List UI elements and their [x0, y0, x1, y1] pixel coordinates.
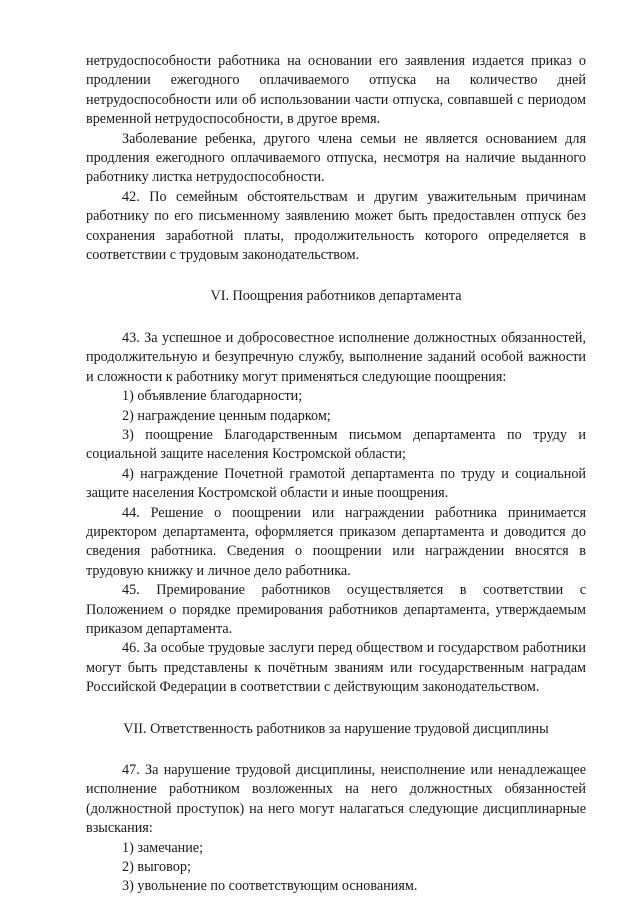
list-item: 1) объявление благодарности;: [122, 388, 303, 405]
paragraph-47: 47. За нарушение трудовой дисциплины, неисполнение или ненадлежащее исполнение работником возложенных на него должностных обязанностей (должностной проступок) на него могут налагаться следующие дисциплинарные взыскания:: [86, 762, 586, 837]
list-item: 3) поощрение Благодарственным письмом департамента по труду и социальной защите населения Костромской области;: [86, 426, 586, 463]
paragraph-child-illness: Заболевание ребенка, другого члена семьи не является основанием для продления ежегодного оплачиваемого отпуска, несмотря на наличие выданного работнику листка нетрудоспособности.: [86, 130, 586, 186]
list-item: 2) награждение ценным подарком;: [122, 407, 331, 424]
paragraph-44: 44. Решение о поощрении или награждении работника принимается директором департамента, оформляется приказом департамента и доводится до сведения работника. Сведения о поощрении или награждении вносятся в трудовую книжку и личное дело работника.: [86, 504, 586, 579]
paragraph-46: 46. За особые трудовые заслуги перед обществом и государством работники могут быть представлены к почётным званиям или государственным наградам Российской Федерации в соответствии с действующим законодательством.: [86, 640, 586, 696]
list-item: 3) увольнение по соответствующим основаниям.: [122, 878, 418, 895]
list-item: 4) награждение Почетной грамотой департамента по труду и социальной защите населения Костромской области и иные поощрения.: [86, 465, 586, 502]
section-spacer: [86, 739, 586, 761]
paragraph-45: 45. Премирование работников осуществляется в соответствии с Положением о порядке премирования работников департамента, утверждаемым приказом департамента.: [86, 582, 586, 637]
section-6-heading: VI. Поощрения работников департамента: [210, 288, 462, 305]
list-item: 2) выговор;: [122, 859, 191, 876]
document-page: [86, 52, 586, 897]
section-spacer: [86, 265, 586, 287]
section-7-heading: VII. Ответственность работников за нарушение трудовой дисциплины: [123, 720, 549, 737]
list-item: 1) замечание;: [122, 839, 204, 856]
section-spacer: [86, 698, 586, 720]
paragraph-43: 43. За успешное и добросовестное исполнение должностных обязанностей, продолжительную и безупречную службу, выполнение заданий особой важности и сложности к работнику могут применяться следующие поощрения:: [86, 329, 586, 385]
section-spacer: [86, 307, 586, 329]
paragraph-41-continued: нетрудоспособности работника на основании его заявления издается приказ о продлении ежегодного оплачиваемого отпуска на количество дней нетрудоспособности или об использовании части отпуска, совпавшей с периодом временной нетрудоспособности, в другое время.: [86, 53, 586, 128]
paragraph-42: 42. По семейным обстоятельствам и другим уважительным причинам работнику по его письменному заявлению может быть предоставлен отпуск без сохранения заработной платы, продолжительность которого определяется в соответствии с трудовым законодательством.: [86, 188, 586, 264]
